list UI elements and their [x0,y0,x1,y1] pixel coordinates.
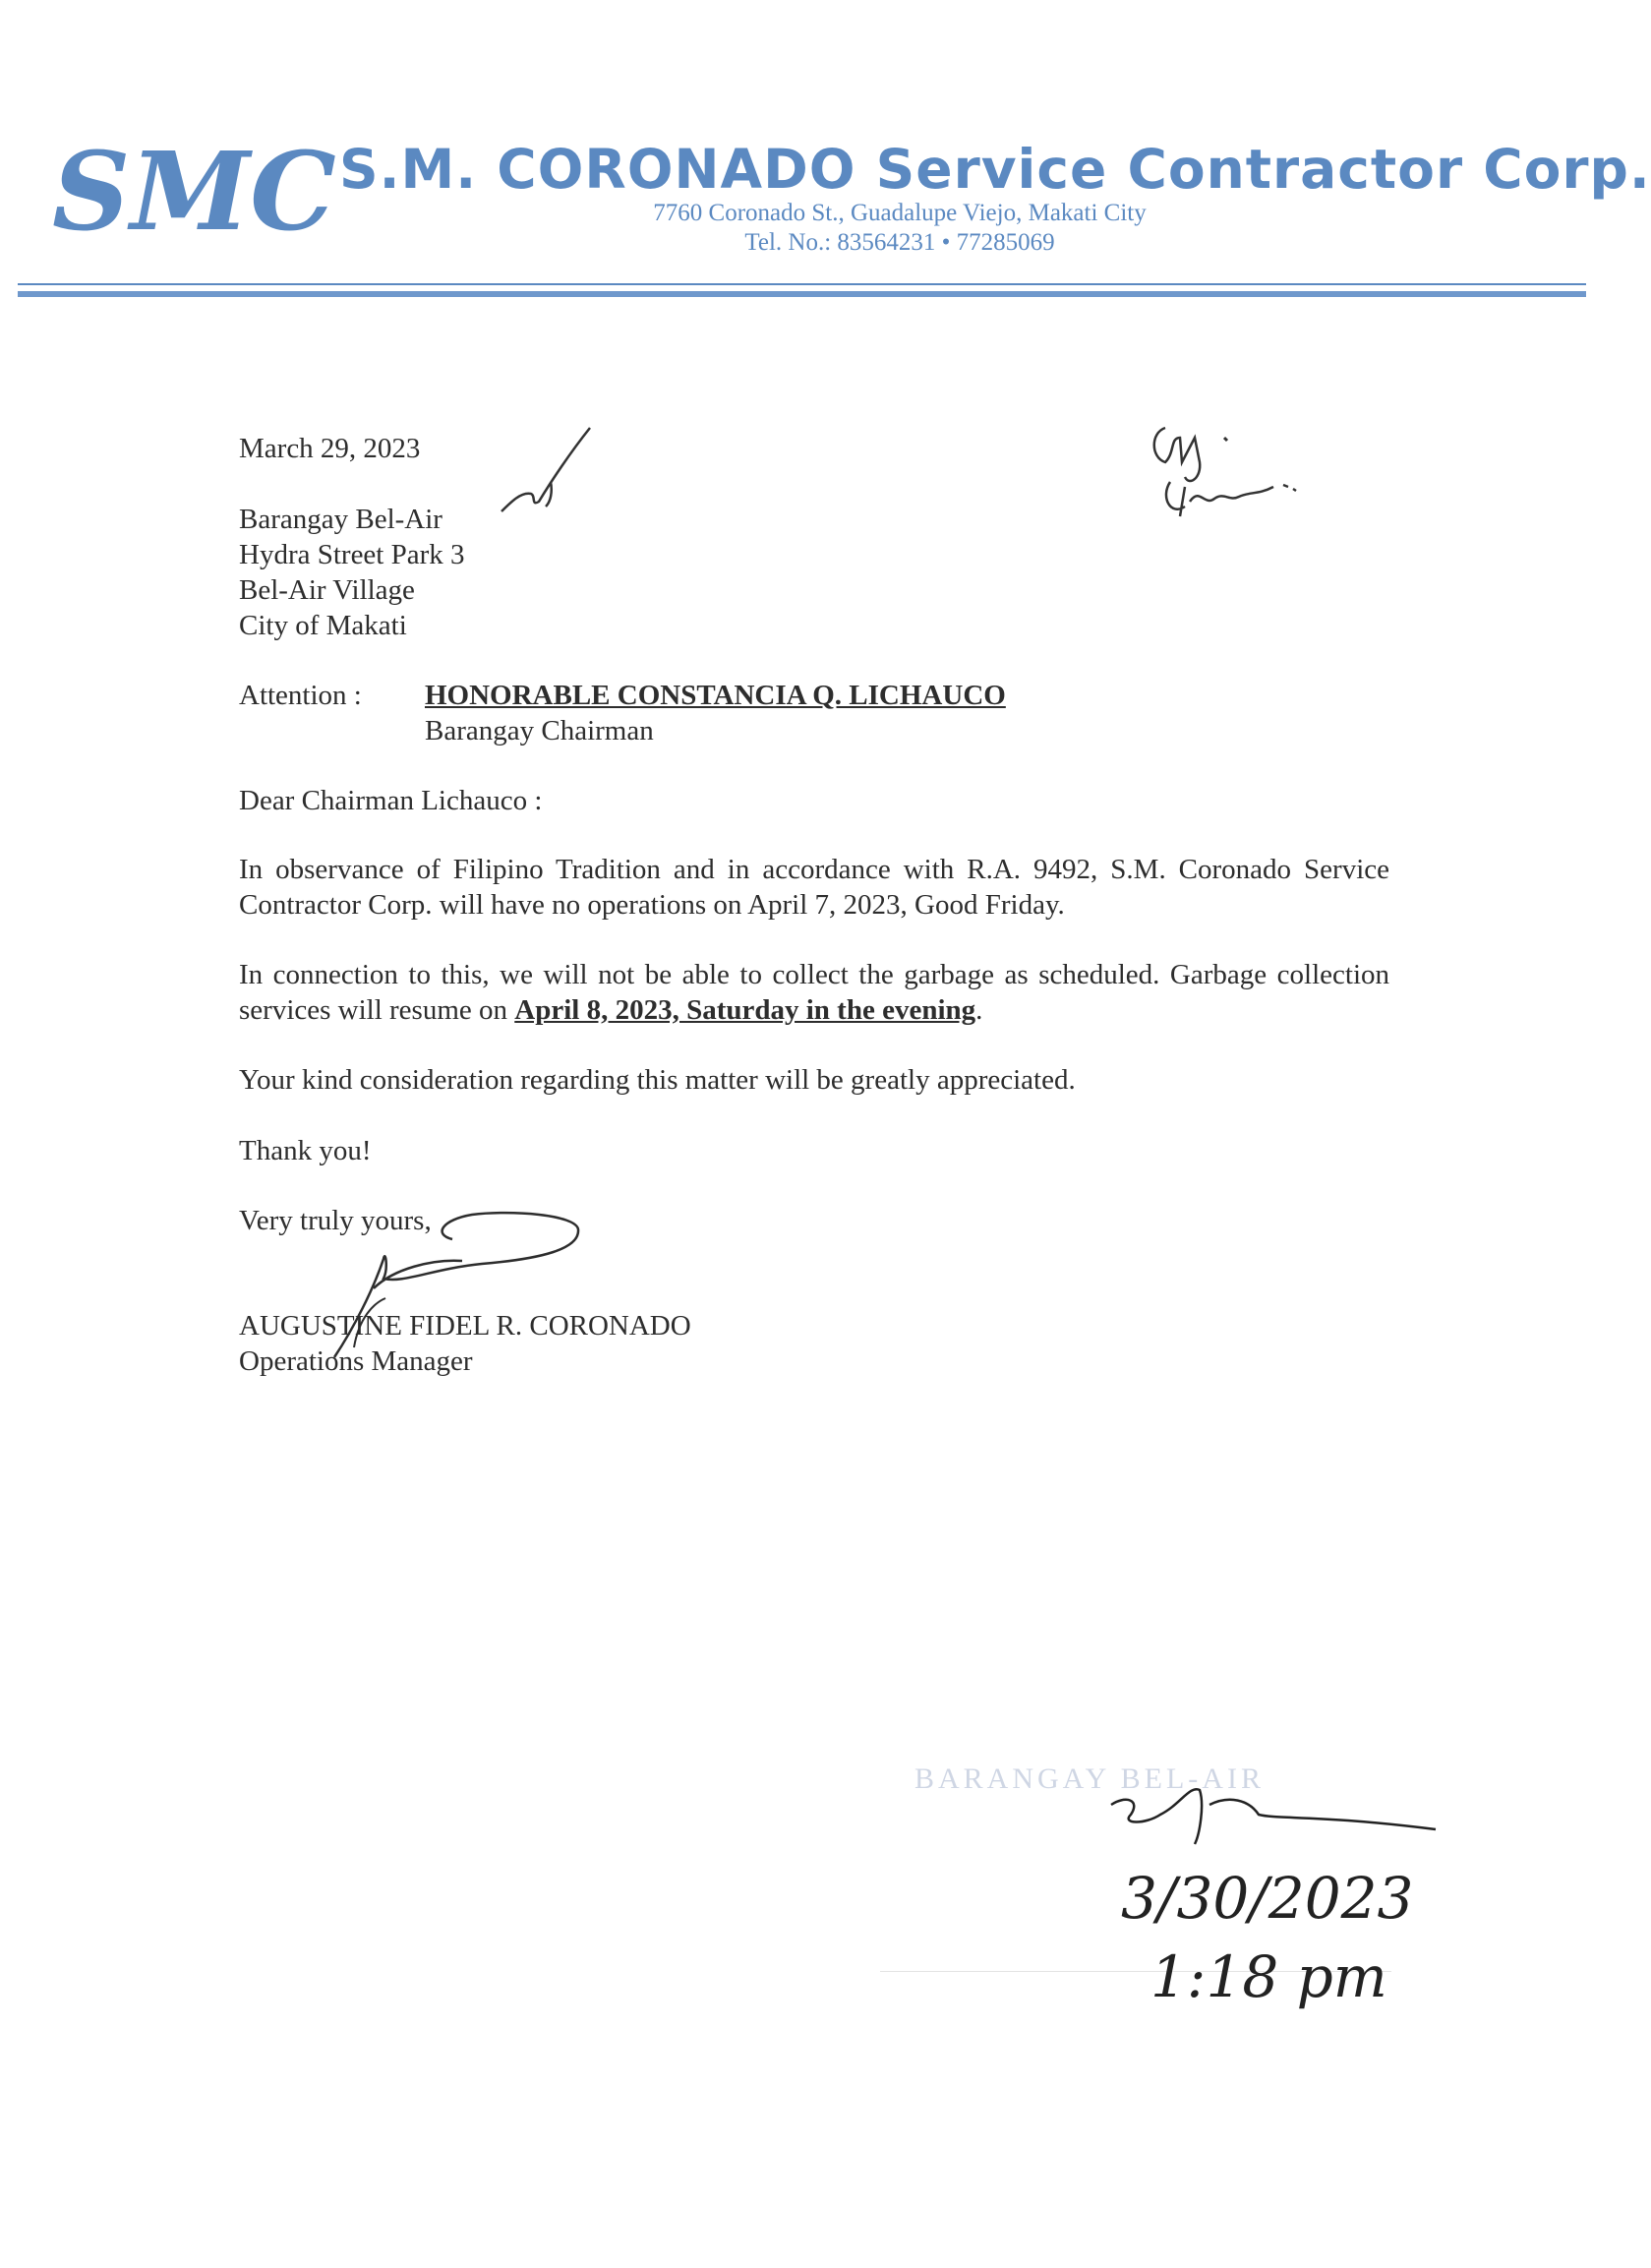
received-annotation [1091,1775,1445,2041]
body-paragraph-2 [239,957,1389,1028]
recipient-line: Bel-Air Village [239,574,415,606]
recipient-line: City of Makati [239,610,407,641]
attention-title: Barangay Chairman [425,715,654,746]
thank-you: Thank you! [239,1135,372,1166]
handwritten-note [1141,408,1367,526]
closing: Very truly yours, [239,1205,432,1236]
attention-label: Attention : [239,680,362,711]
body-paragraph-1: In observance of Filipino Tradition and in accordance with R.A. 9492, S.M. Coronado Service Contractor Corp. will have no operations on April 7, 2023, Good Friday. [239,854,1389,921]
received-stamp: BARANGAY BEL-AIR [914,1762,1265,1795]
initial-checkmark [492,423,610,531]
paragraph-text: In connection to this, we will not be able to collect the garbage as scheduled. Garbage collection services will resume on [239,959,1389,1026]
resume-date-emphasis: April 8, 2023, Saturday in the evening [514,994,976,1026]
svg-text:3/30/2023: 3/30/2023 [1121,1865,1414,1932]
company-name: S.M. CORONADO Service Contractor Corp. [339,138,1651,201]
paragraph-text: . [975,994,983,1026]
recipient-line: Barangay Bel-Air [239,504,442,535]
body-paragraph-3: Your kind consideration regarding this matter will be greatly appreciated. [239,1064,1076,1096]
company-phone: Tel. No.: 83564231 • 77285069 [744,229,1055,256]
company-address: 7760 Coronado St., Guadalupe Viejo, Makati City [653,200,1147,226]
letterhead-divider-thick [18,291,1586,297]
signature [315,1210,610,1367]
salutation: Dear Chairman Lichauco : [239,785,543,816]
recipient-line: Hydra Street Park 3 [239,539,465,570]
attention-name: HONORABLE CONSTANCIA Q. LICHAUCO [425,680,1006,711]
svg-text:1:18 pm: 1:18 pm [1150,1943,1387,2010]
signer-name: AUGUSTINE FIDEL R. CORONADO [239,1310,691,1342]
svg-text:SMC: SMC [52,128,336,255]
letter-date: March 29, 2023 [239,433,421,464]
company-logo [47,126,336,255]
letterhead-divider [18,283,1586,285]
signer-title: Operations Manager [239,1345,473,1377]
